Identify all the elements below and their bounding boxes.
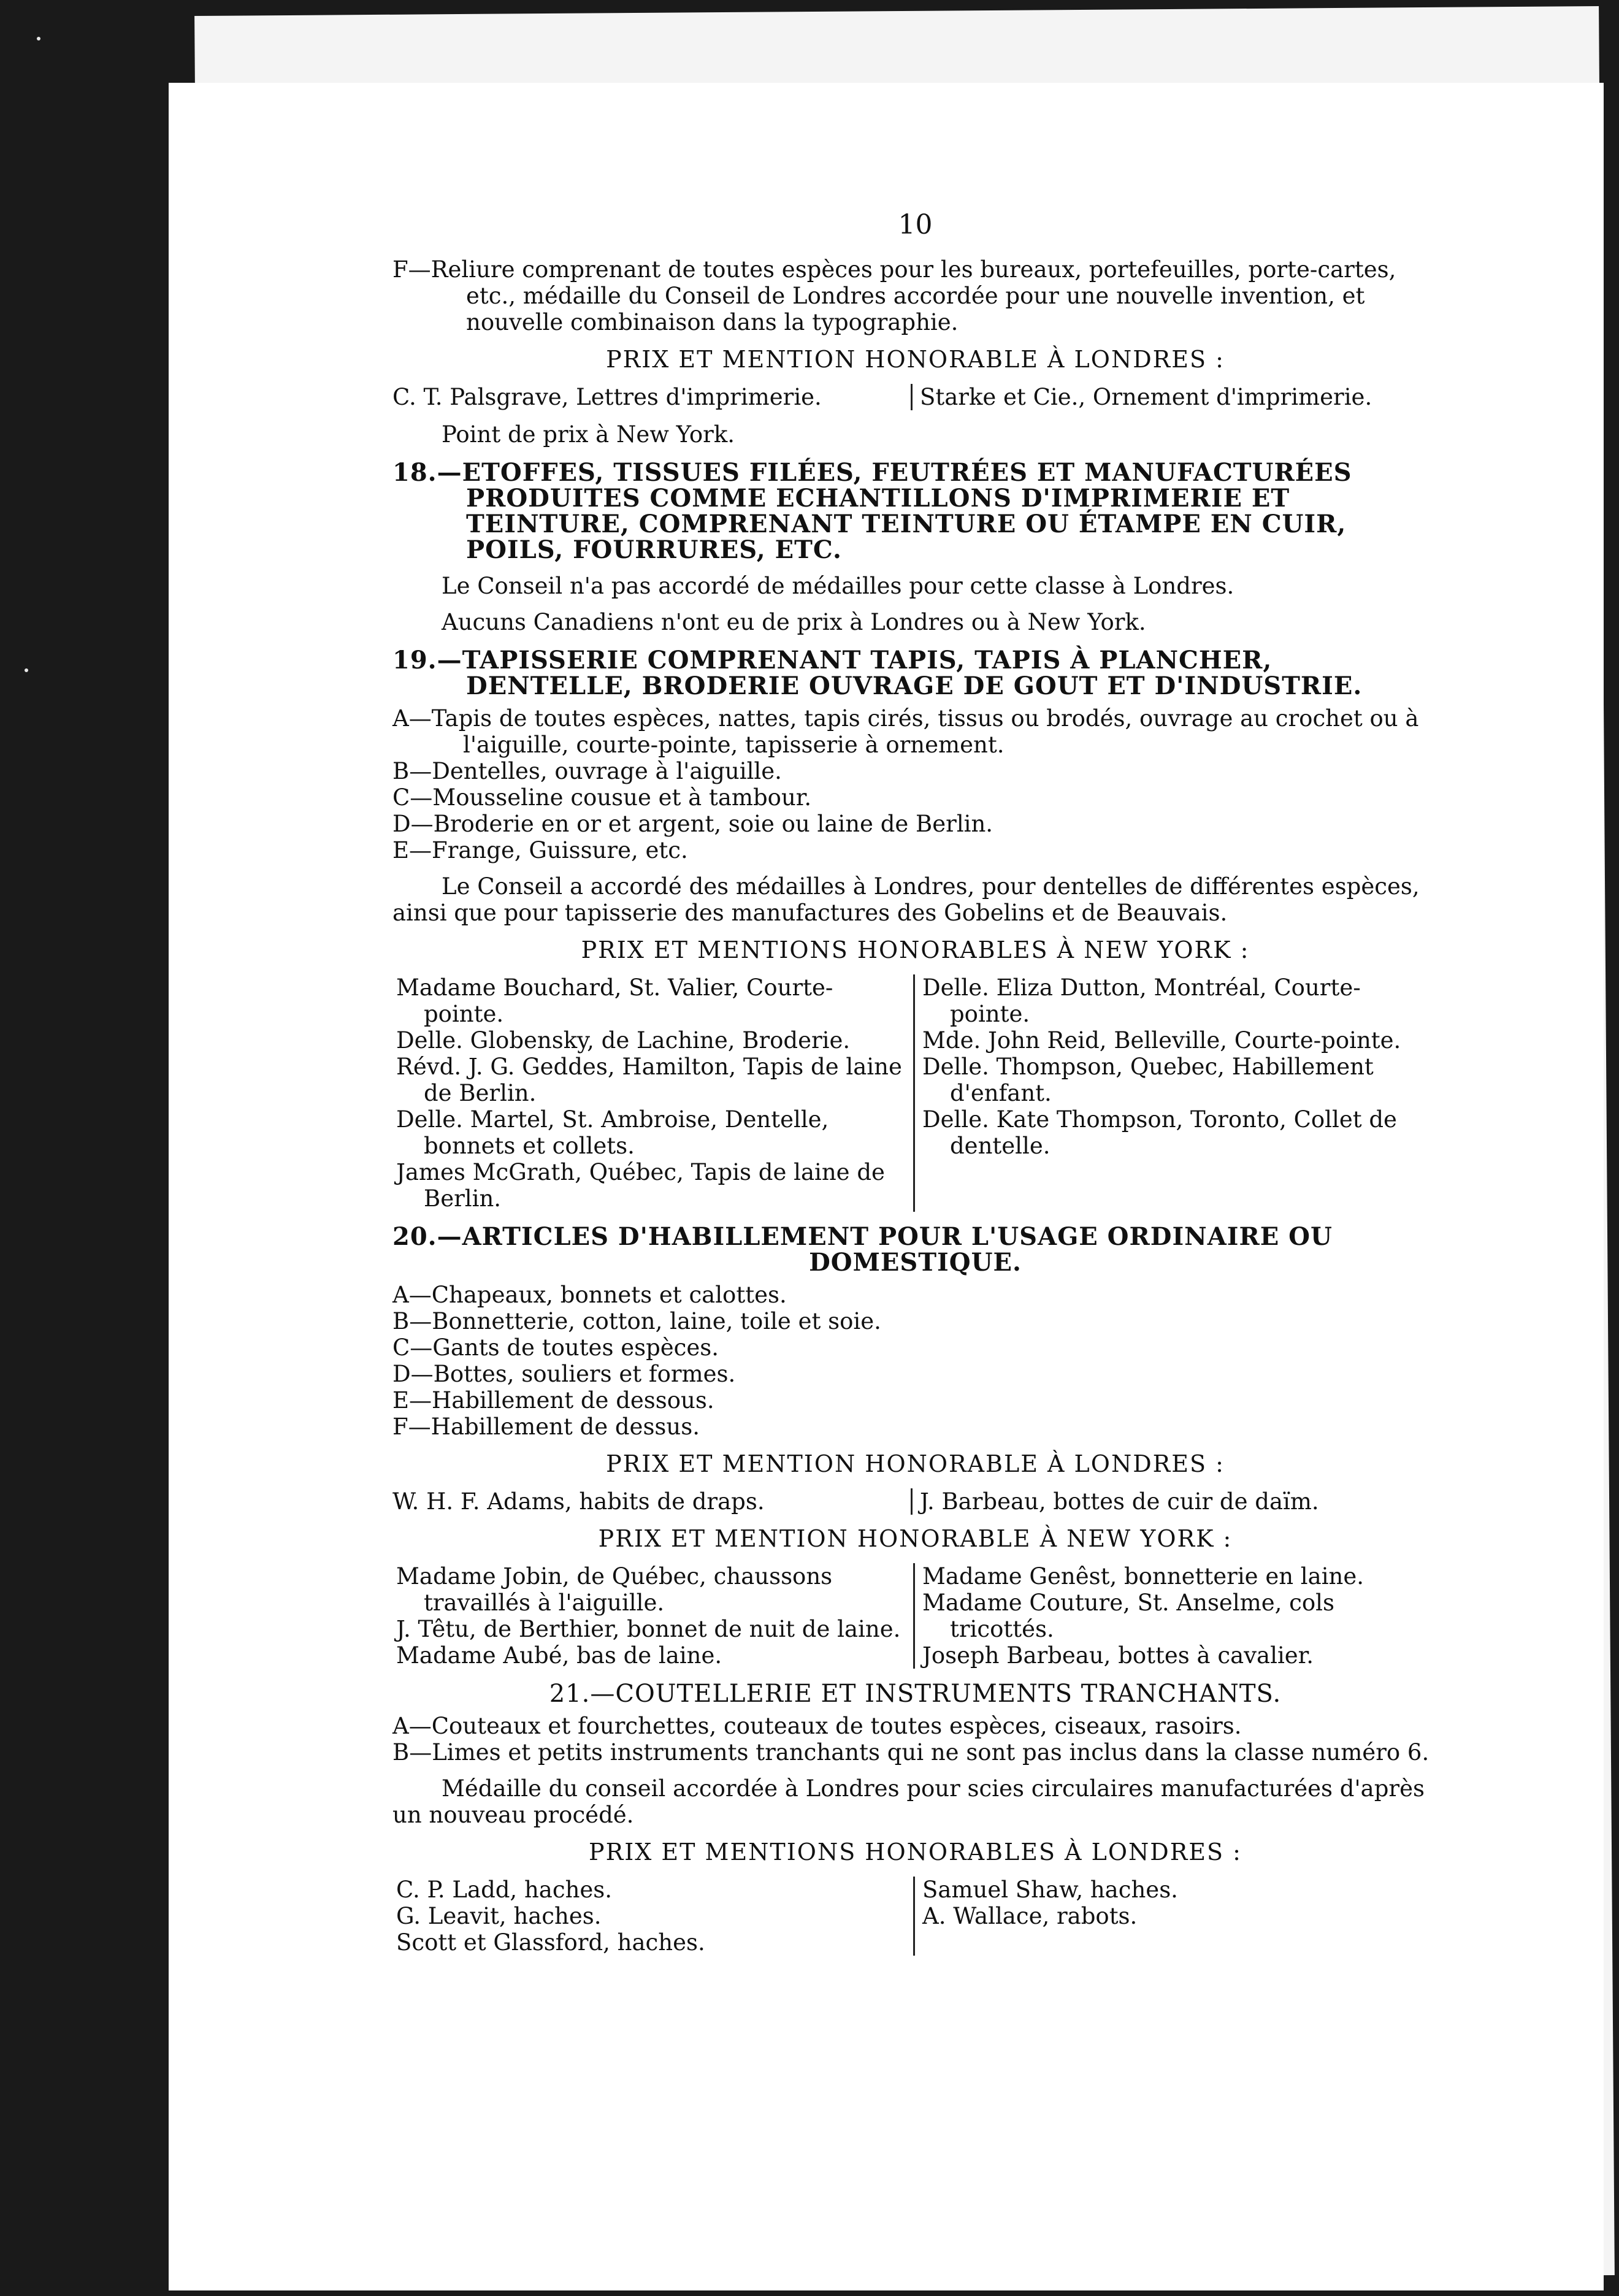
award-right: Starke et Cie., Ornement d'imprimerie. bbox=[911, 384, 1438, 410]
section-21-awards bbox=[392, 1877, 1438, 1956]
section-21-heading-text: 21.—COUTELLERIE ET INSTRUMENTS TRANCHANTS. bbox=[549, 1680, 1282, 1708]
section-18-heading bbox=[392, 460, 1438, 563]
awards-right-column bbox=[915, 974, 1438, 1212]
list-item: E—Habillement de dessous. bbox=[392, 1387, 714, 1414]
list-item: A—Chapeaux, bonnets et calottes. bbox=[392, 1282, 787, 1308]
list-item: D—Broderie en or et argent, soie ou laine de Berlin. bbox=[392, 811, 993, 837]
award-entry: Delle. Kate Thompson, Toronto, Collet de dentelle. bbox=[922, 1106, 1397, 1159]
award-entry: James McGrath, Québec, Tapis de laine de Berlin. bbox=[396, 1159, 885, 1212]
award-left: W. H. F. Adams, habits de draps. bbox=[392, 1488, 765, 1515]
list-item: C—Gants de toutes espèces. bbox=[392, 1334, 719, 1361]
section-19-subheading: PRIX ET MENTIONS HONORABLES À NEW YORK : bbox=[581, 936, 1250, 963]
section-21-subheading: PRIX ET MENTIONS HONORABLES À LONDRES : bbox=[589, 1839, 1242, 1866]
award-entry: J. Têtu, de Berthier, bonnet de nuit de laine. bbox=[396, 1616, 901, 1642]
award-entry: Scott et Glassford, haches. bbox=[396, 1929, 705, 1956]
section-18-paragraph-1: Le Conseil n'a pas accordé de médailles pour cette classe à Londres. bbox=[442, 573, 1234, 599]
list-item: C—Mousseline cousue et à tambour. bbox=[392, 784, 812, 811]
list-item: D—Bottes, souliers et formes. bbox=[392, 1361, 736, 1387]
section-20-heading-line-1: 20.—ARTICLES D'HABILLEMENT POUR L'USAGE ORDINAIRE OU bbox=[392, 1222, 1333, 1251]
award-left: C. T. Palsgrave, Lettres d'imprimerie. bbox=[392, 384, 822, 410]
list-item: E—Frange, Guissure, etc. bbox=[392, 837, 688, 863]
document-page bbox=[169, 83, 1604, 2290]
award-entry: Delle. Thompson, Quebec, Habillement d'enfant. bbox=[922, 1054, 1374, 1106]
section-20-ny-awards bbox=[392, 1563, 1438, 1669]
awards-left-column bbox=[392, 1877, 913, 1956]
section-21-heading bbox=[392, 1681, 1438, 1707]
list-item: F—Habillement de dessus. bbox=[392, 1414, 700, 1440]
list-item: A—Tapis de toutes espèces, nattes, tapis cirés, tissus ou brodés, ouvrage au crochet ou à l'aiguille, courte-pointe, tapisserie à ornement. bbox=[392, 705, 1419, 758]
section-19-awards bbox=[392, 974, 1438, 1212]
section-20-heading bbox=[392, 1224, 1438, 1276]
section-19-list bbox=[392, 705, 1438, 863]
award-entry: G. Leavit, haches. bbox=[396, 1903, 602, 1929]
section-20-london-awards bbox=[392, 1488, 1438, 1515]
section-21-paragraph: Médaille du conseil accordée à Londres pour scies circulaires manufacturées d'après un nouveau procédé. bbox=[392, 1775, 1425, 1828]
list-item: B—Dentelles, ouvrage à l'aiguille. bbox=[392, 758, 782, 784]
section-17-awards bbox=[392, 384, 1438, 410]
section-18-heading-text: 18.—ETOFFES, TISSUES FILÉES, FEUTRÉES ET MANUFACTURÉES PRODUITES COMME ECHANTILLONS D'IMPRIMERIE ET TEINTURE, COMPRENANT TEINTURE OU ÉTAMPE EN CUIR, POILS, FOURRURES, ETC. bbox=[392, 458, 1352, 564]
award-entry: Mde. John Reid, Belleville, Courte-pointe. bbox=[922, 1027, 1401, 1054]
section-21-list bbox=[392, 1713, 1438, 1766]
section-19-heading-text: 19.—TAPISSERIE COMPRENANT TAPIS, TAPIS À PLANCHER, DENTELLE, BRODERIE OUVRAGE DE GOUT ET D'INDUSTRIE. bbox=[392, 646, 1363, 700]
award-entry: Delle. Eliza Dutton, Montréal, Courte-pointe. bbox=[922, 974, 1361, 1027]
list-item: B—Limes et petits instruments tranchants qui ne sont pas inclus dans la classe numéro 6. bbox=[392, 1739, 1430, 1766]
awards-right-column bbox=[913, 1877, 1438, 1956]
award-entry: Madame Couture, St. Anselme, cols tricottés. bbox=[922, 1590, 1334, 1642]
award-entry: Madame Aubé, bas de laine. bbox=[396, 1642, 722, 1669]
section-18-paragraph-2: Aucuns Canadiens n'ont eu de prix à Londres ou à New York. bbox=[442, 609, 1146, 635]
scan-speck bbox=[37, 37, 40, 40]
award-entry: Delle. Martel, St. Ambroise, Dentelle, bonnets et collets. bbox=[396, 1106, 829, 1159]
section-20-subheading-newyork: PRIX ET MENTION HONORABLE À NEW YORK : bbox=[598, 1525, 1233, 1552]
section-20-subheading-london: PRIX ET MENTION HONORABLE À LONDRES : bbox=[606, 1450, 1225, 1477]
scan-speck bbox=[25, 668, 28, 672]
list-item: B—Bonnetterie, cotton, laine, toile et soie. bbox=[392, 1308, 881, 1334]
section-20-heading-line-2: DOMESTIQUE. bbox=[809, 1248, 1022, 1277]
section-17-subheading: PRIX ET MENTION HONORABLE À LONDRES : bbox=[606, 346, 1225, 373]
awards-left-column bbox=[392, 1563, 915, 1669]
awards-right-column bbox=[915, 1563, 1438, 1669]
award-entry: Révd. J. G. Geddes, Hamilton, Tapis de laine de Berlin. bbox=[396, 1054, 902, 1106]
award-right: J. Barbeau, bottes de cuir de daïm. bbox=[911, 1488, 1438, 1515]
section-17-note: Point de prix à New York. bbox=[442, 421, 735, 448]
awards-left-column bbox=[392, 974, 915, 1212]
intro-item-f: F—Reliure comprenant de toutes espèces pour les bureaux, portefeuilles, porte-cartes, etc., médaille du Conseil de Londres accordée pour une nouvelle invention, et nouvelle combinaison dans la typographie. bbox=[392, 256, 1396, 335]
section-19-paragraph: Le Conseil a accordé des médailles à Londres, pour dentelles de différentes espèces, ainsi que pour tapisserie des manufactures des Gobelins et de Beauvais. bbox=[392, 873, 1420, 926]
list-item: A—Couteaux et fourchettes, couteaux de toutes espèces, ciseaux, rasoirs. bbox=[392, 1713, 1242, 1739]
award-entry: Madame Genêst, bonnetterie en laine. bbox=[922, 1563, 1364, 1590]
award-entry: Delle. Globensky, de Lachine, Broderie. bbox=[396, 1027, 851, 1054]
award-entry: Samuel Shaw, haches. bbox=[922, 1877, 1178, 1903]
award-entry: A. Wallace, rabots. bbox=[922, 1903, 1138, 1929]
award-entry: Madame Jobin, de Québec, chaussons travaillés à l'aiguille. bbox=[396, 1563, 833, 1616]
award-entry: Joseph Barbeau, bottes à cavalier. bbox=[922, 1642, 1314, 1669]
award-entry: C. P. Ladd, haches. bbox=[396, 1877, 613, 1903]
award-entry: Madame Bouchard, St. Valier, Courte-pointe. bbox=[396, 974, 833, 1027]
section-20-list bbox=[392, 1282, 1438, 1440]
page-number: 10 bbox=[898, 209, 933, 240]
section-19-heading bbox=[392, 648, 1438, 699]
page-content bbox=[392, 209, 1438, 1964]
